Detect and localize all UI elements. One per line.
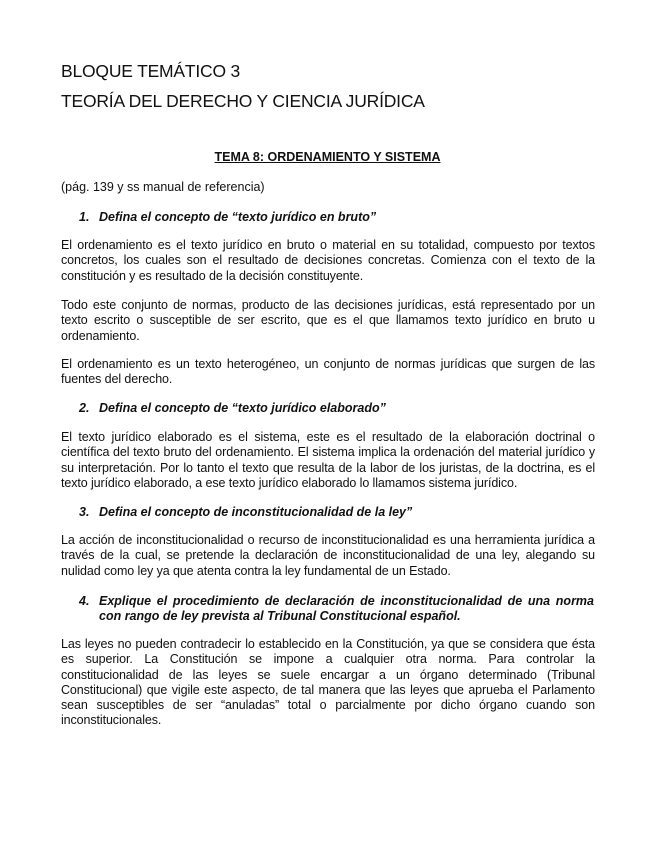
answer-paragraph: Todo este conjunto de normas, producto de las decisiones jurídicas, está representado por un texto escrito o susceptible de ser escrito, que es el que llamamos texto jurídico en bruto u ordenamiento. xyxy=(61,298,595,343)
question-text: Defina el concepto de “texto jurídico elaborado” xyxy=(99,401,386,415)
question-3 xyxy=(79,505,594,520)
question-2 xyxy=(79,401,594,416)
topic-title: TEMA 8: ORDENAMIENTO Y SISTEMA xyxy=(214,150,441,164)
answer-paragraph: El ordenamiento es un texto heterogéneo, un conjunto de normas jurídicas que surgen de las fuentes del derecho. xyxy=(61,357,595,387)
question-number: 3. xyxy=(79,505,90,519)
answer-paragraph: El ordenamiento es el texto jurídico en bruto o material en su totalidad, compuesto por textos concretos, los cuales son el resultado de decisiones concretas. Comienza con el texto de la constitución y es resultado de la decisión constituyente. xyxy=(61,238,595,283)
question-number: 1. xyxy=(79,210,90,224)
answer-paragraph: La acción de inconstitucionalidad o recurso de inconstitucionalidad es una herramienta jurídica a través de la cual, se pretende la declaración de inconstitucionalidad de una ley, alegando su nulidad como ley ya que atenta contra la ley fundamental de un Estado. xyxy=(61,533,595,578)
subject-heading: TEORÍA DEL DERECHO Y CIENCIA JURÍDICA xyxy=(61,91,425,111)
question-number: 2. xyxy=(79,401,90,415)
block-heading: BLOQUE TEMÁTICO 3 xyxy=(61,61,241,81)
answer-paragraph: Las leyes no pueden contradecir lo establecido en la Constitución, ya que se considera que ésta es superior. La Constitución se impone a cualquier otra norma. Para controlar la constitucionalidad de las leyes se suele encargar a un órgano determinado (Tribunal Constitucional) que vigile este aspecto, de tal manera que las leyes que aprueba el Parlamento sean susceptibles de ser “anuladas” total o parcialmente por dicho órgano cuando son inconstitucionales. xyxy=(61,637,595,728)
question-4 xyxy=(79,594,594,624)
question-text: Defina el concepto de “texto jurídico en bruto” xyxy=(99,210,377,224)
question-number: 4. xyxy=(79,594,90,608)
question-text: Explique el procedimiento de declaración de inconstitucionalidad de una norma con rango de ley prevista al Tribunal Constitucional español. xyxy=(99,594,594,623)
answer-paragraph: El texto jurídico elaborado es el sistema, este es el resultado de la elaboración doctrinal o científica del texto bruto del ordenamiento. El sistema implica la ordenación del material jurídico y su interpretación. Por lo tanto el texto que resulta de la labor de los juristas, de la doctrina, es el texto jurídico elaborado, a ese texto jurídico elaborado lo llamamos sistema jurídico. xyxy=(61,430,595,490)
reference-note: (pág. 139 y ss manual de referencia) xyxy=(61,180,265,194)
question-1 xyxy=(79,210,594,225)
question-text: Defina el concepto de inconstitucionalidad de la ley” xyxy=(99,505,413,519)
